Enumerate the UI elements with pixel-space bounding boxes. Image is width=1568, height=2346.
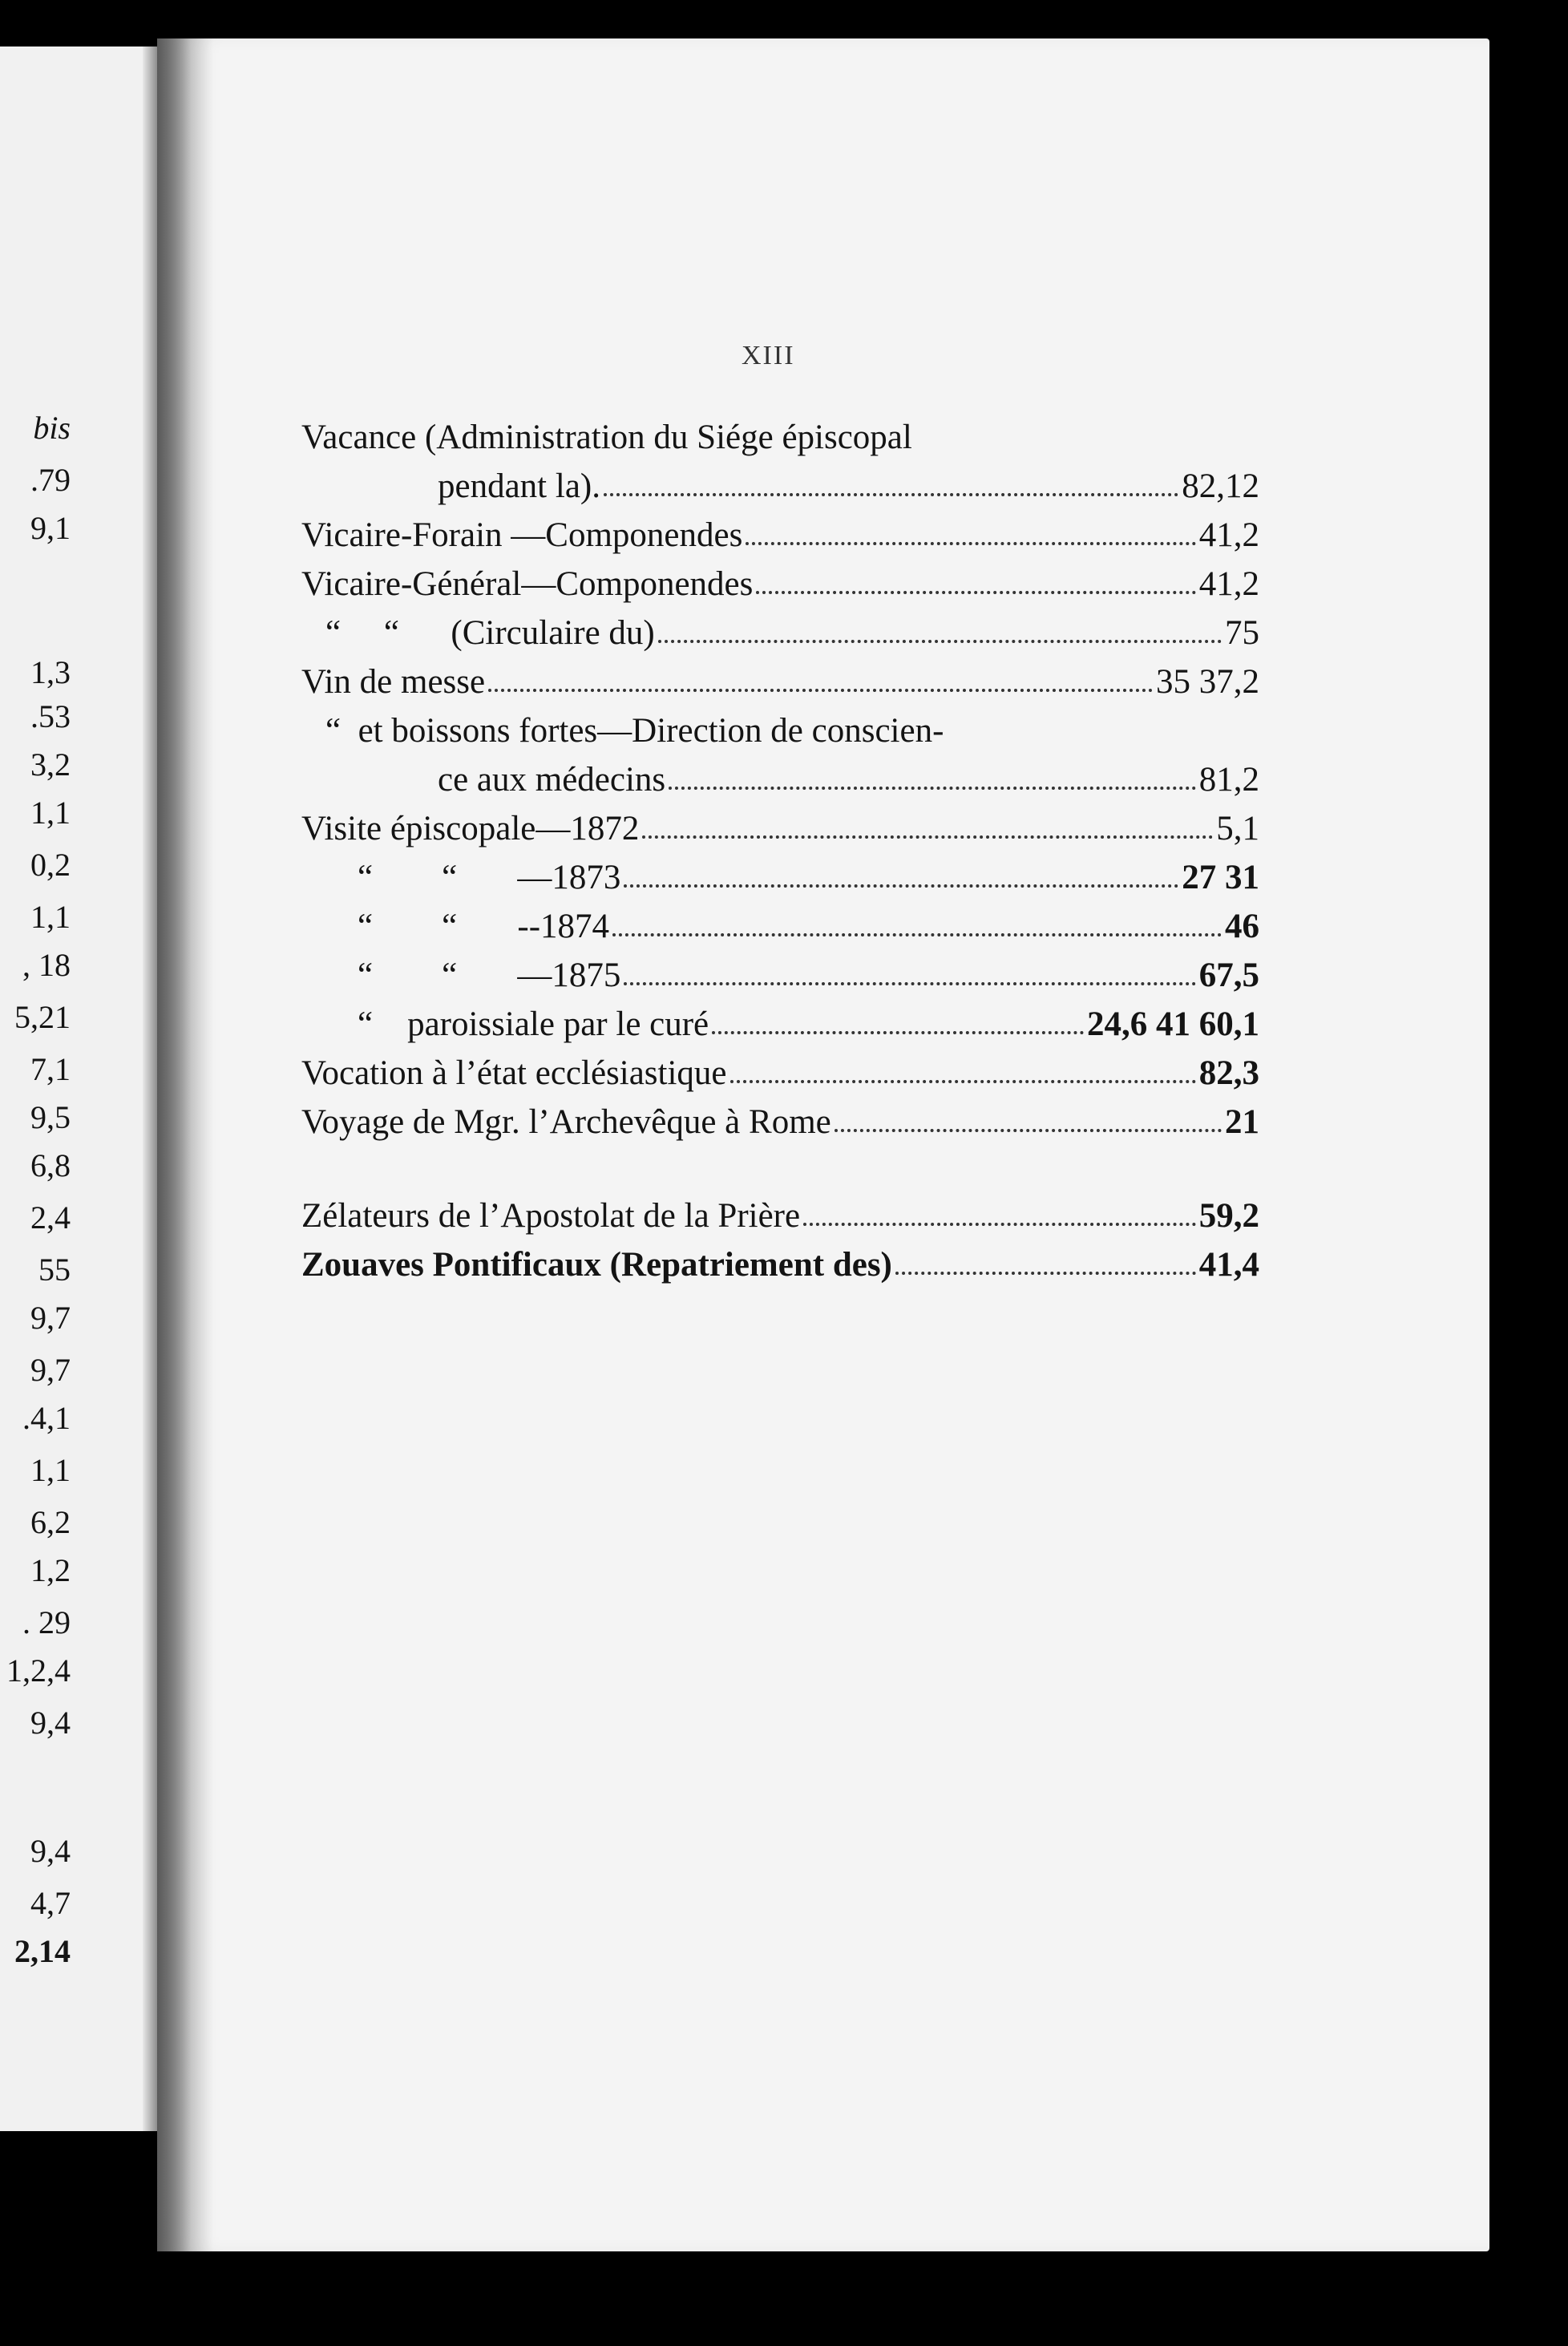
entry-pages: 46: [1225, 908, 1259, 945]
dot-leader: [730, 1080, 1196, 1083]
index-entry: [301, 1000, 1259, 1049]
left-page-number: 1,3: [30, 654, 71, 690]
left-page-number: bis: [33, 410, 71, 446]
dot-leader: [712, 1031, 1084, 1034]
entry-text: “ “ —1875: [358, 957, 621, 994]
entry-pages: 75: [1225, 614, 1259, 652]
entry-pages: 27 31: [1182, 859, 1259, 896]
index-entry: [301, 804, 1259, 853]
left-page-number: 2,14: [14, 1933, 71, 1969]
entry-text: Vicaire-Forain —Componendes: [301, 516, 743, 554]
dot-leader: [624, 982, 1195, 985]
entry-text: ce aux médecins: [438, 761, 666, 799]
entry-text: Zouaves Pontificaux (Repatriement des): [301, 1246, 892, 1284]
entry-pages: 5,1: [1216, 810, 1259, 847]
entry-pages: 41,2: [1198, 565, 1259, 603]
index-entry: [301, 413, 1259, 462]
entry-pages: 24,6 41 60,1: [1087, 1005, 1259, 1043]
left-page-number: .4,1: [22, 1400, 71, 1436]
left-page-number: 9,4: [30, 1833, 71, 1869]
entry-text: Visite épiscopale—1872: [301, 810, 640, 847]
index-entry: [301, 951, 1259, 1000]
index-entry: [301, 1240, 1259, 1289]
entry-text: Vacance (Administration du Siége épiscopal: [301, 419, 912, 456]
entry-text: Vicaire-Général—Componendes: [301, 565, 754, 603]
left-page-number: 0,2: [30, 847, 71, 883]
index-entry: [301, 462, 1259, 511]
dot-leader: [642, 835, 1213, 839]
dot-leader: [756, 591, 1195, 594]
index-entry: [301, 657, 1259, 706]
index-entry: [301, 853, 1259, 902]
entry-text: pendant la).: [438, 467, 600, 505]
entry-pages: 41,2: [1198, 516, 1259, 554]
entry-pages: 82,3: [1198, 1054, 1259, 1092]
index-entry: [301, 902, 1259, 951]
index-list: [301, 413, 1259, 1289]
left-page-number: 2,4: [30, 1199, 71, 1236]
entry-text: “ paroissiale par le curé: [358, 1005, 709, 1043]
dot-leader: [895, 1272, 1196, 1275]
left-page: [0, 47, 160, 2131]
page-number: XIII: [742, 341, 795, 370]
entry-text: Zélateurs de l’Apostolat de la Prière: [301, 1197, 801, 1235]
index-entry: [301, 609, 1259, 657]
entry-pages: 41,4: [1198, 1246, 1259, 1284]
left-page-number: . 29: [22, 1604, 71, 1640]
entry-text: “ et boissons fortes—Direction de conscien-: [325, 712, 944, 750]
dot-leader: [835, 1129, 1222, 1132]
entry-text: Vin de messe: [301, 663, 486, 701]
index-entry: [301, 706, 1259, 755]
left-page-number: 3,2: [30, 746, 71, 783]
dot-leader: [488, 689, 1153, 692]
left-page-number: 1,1: [30, 795, 71, 831]
left-page-number: 1,2,4: [6, 1652, 71, 1689]
entry-text: “ “ (Circulaire du): [325, 614, 655, 652]
left-page-number: 9,4: [30, 1705, 71, 1741]
left-page-number: 5,21: [14, 999, 71, 1035]
dot-leader: [624, 884, 1178, 888]
index-entry: [301, 560, 1259, 609]
index-entry: [301, 755, 1259, 804]
left-page-number: 4,7: [30, 1885, 71, 1921]
entry-pages: 81,2: [1198, 761, 1259, 799]
dot-leader: [746, 542, 1195, 545]
left-page-number: 1,1: [30, 899, 71, 935]
left-page-number: 7,1: [30, 1051, 71, 1087]
index-entry: [301, 511, 1259, 560]
left-page-number: 6,8: [30, 1147, 71, 1183]
dot-leader: [658, 640, 1222, 643]
entry-pages: 82,12: [1182, 467, 1259, 505]
entry-text: Voyage de Mgr. l’Archevêque à Rome: [301, 1103, 831, 1141]
index-entry: [301, 1049, 1259, 1098]
left-page-number: .53: [30, 698, 71, 734]
spine-shadow: [157, 38, 213, 2251]
index-entry: [301, 1098, 1259, 1147]
left-page-number: .79: [30, 462, 71, 498]
left-page-number: 9,7: [30, 1352, 71, 1388]
entry-pages: 35 37,2: [1156, 663, 1259, 701]
entry-pages: 21: [1225, 1103, 1259, 1141]
dot-leader: [612, 933, 1222, 936]
left-page-number: , 18: [22, 947, 71, 983]
left-page-number: 9,7: [30, 1300, 71, 1336]
dot-leader: [803, 1223, 1196, 1226]
left-page-number: 6,2: [30, 1504, 71, 1540]
entry-text: “ “ —1873: [358, 859, 621, 896]
entry-text: Vocation à l’état ecclésiastique: [301, 1054, 727, 1092]
entry-text: “ “ --1874: [358, 908, 610, 945]
left-page-number: 9,1: [30, 510, 71, 546]
section-gap: [301, 1147, 1259, 1191]
dot-leader: [669, 787, 1196, 790]
left-page-number: 55: [38, 1252, 71, 1288]
left-page-number: 9,5: [30, 1099, 71, 1135]
dot-leader: [604, 493, 1178, 496]
entry-pages: 67,5: [1198, 957, 1259, 994]
index-entry: [301, 1191, 1259, 1240]
left-page-number: 1,1: [30, 1452, 71, 1488]
left-page-number: 1,2: [30, 1552, 71, 1588]
entry-pages: 59,2: [1198, 1197, 1259, 1235]
